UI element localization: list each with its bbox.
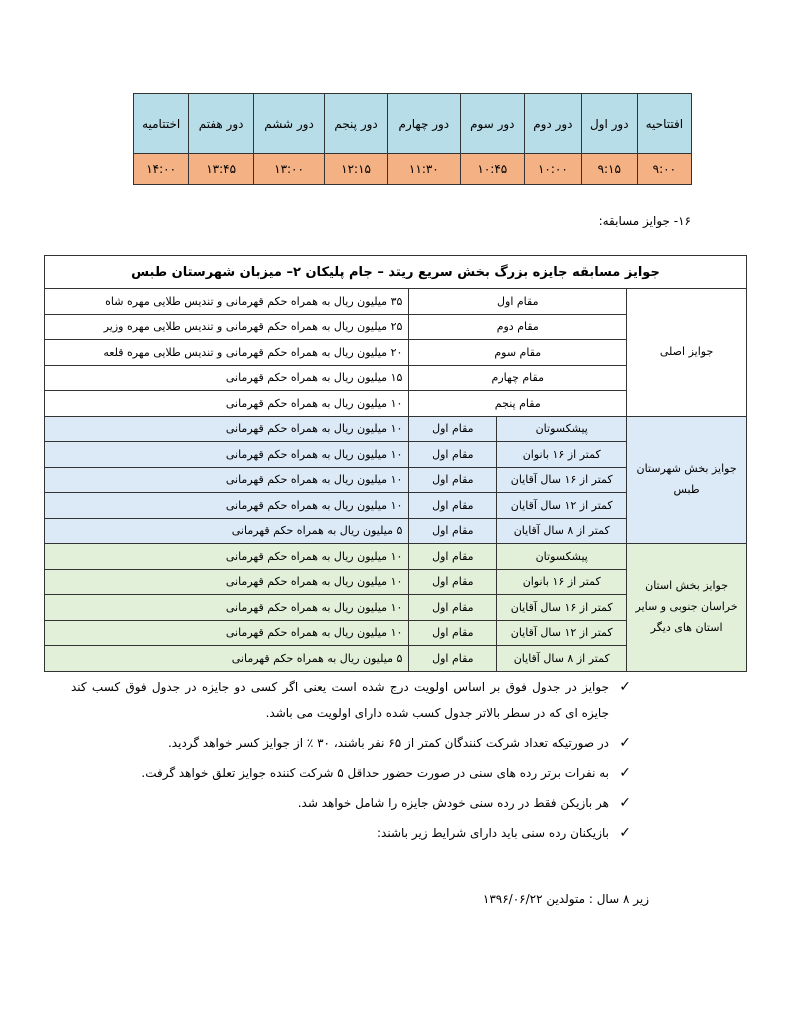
prizes-title: جوایز مسابقه جایزه بزرگ بخش سریع ریتد – جام پلیکان ۲– میزبان شهرستان طبس (45, 256, 747, 289)
schedule-time: ۱۲:۱۵ (325, 154, 388, 185)
province-prizes-label: جوایز بخش استان خراسان جنوبی و سایر استان های دیگر (627, 544, 747, 672)
prize-place: مقام سوم (409, 340, 627, 366)
schedule-header: اختتامیه (134, 94, 189, 154)
prize-category: کمتر از ۱۶ سال آقایان (497, 467, 627, 493)
prize-category: کمتر از ۱۶ سال آقایان (497, 595, 627, 621)
prize-place: مقام اول (409, 493, 497, 519)
tabas-prize-row (45, 416, 747, 442)
schedule-header: دور چهارم (387, 94, 460, 154)
province-prize-row (45, 544, 747, 570)
prize-amount: ۵ میلیون ریال به همراه حکم قهرمانی (45, 646, 409, 672)
schedule-header: دور ششم (253, 94, 324, 154)
schedule-header: دور پنجم (325, 94, 388, 154)
prize-amount: ۱۰ میلیون ریال به همراه حکم قهرمانی (45, 595, 409, 621)
checkmark-icon: ✓ (619, 679, 631, 695)
prize-amount: ۲۰ میلیون ریال به همراه حکم قهرمانی و تندیس طلایی مهره قلعه (45, 340, 409, 366)
schedule-table (133, 93, 692, 185)
main-prize-row (45, 289, 747, 315)
note-text: در صورتیکه تعداد شرکت کنندگان کمتر از ۶۵ نفر باشند، ۳۰ ٪ از جوایز کسر خواهد گردید. (167, 736, 609, 750)
prize-place: مقام اول (409, 544, 497, 570)
checkmark-icon: ✓ (619, 795, 631, 811)
schedule-time: ۹:۰۰ (637, 154, 691, 185)
note-text: بازیکنان رده سنی باید دارای شرایط زیر باشند: (377, 826, 609, 840)
checkmark-icon: ✓ (619, 765, 631, 781)
prize-amount: ۱۰ میلیون ریال به همراه حکم قهرمانی (45, 620, 409, 646)
prize-amount: ۱۰ میلیون ریال به همراه حکم قهرمانی (45, 467, 409, 493)
schedule-header: دور سوم (460, 94, 524, 154)
prize-place: مقام اول (409, 569, 497, 595)
note-text: به نفرات برتر رده های سنی در صورت حضور حداقل ۵ شرکت کننده جوایز تعلق خواهد گرفت. (141, 766, 609, 780)
schedule-times-row (134, 154, 692, 185)
schedule-header: دور هفتم (189, 94, 254, 154)
prize-place: مقام اول (409, 646, 497, 672)
prize-place: مقام اول (409, 518, 497, 544)
prize-place: مقام اول (409, 442, 497, 468)
prize-place: مقام اول (409, 289, 627, 315)
schedule-time: ۱۱:۳۰ (387, 154, 460, 185)
prize-place: مقام اول (409, 467, 497, 493)
schedule-header: افتتاحیه (637, 94, 691, 154)
schedule-header: دور اول (581, 94, 637, 154)
prize-place: مقام پنجم (409, 391, 627, 417)
prize-amount: ۱۰ میلیون ریال به همراه حکم قهرمانی (45, 569, 409, 595)
prize-category: کمتر از ۸ سال آقایان (497, 518, 627, 544)
prize-category: کمتر از ۱۶ بانوان (497, 442, 627, 468)
note-item (71, 760, 631, 786)
prize-place: مقام اول (409, 416, 497, 442)
schedule-time: ۱۳:۴۵ (189, 154, 254, 185)
prize-category: پیشکسوتان (497, 416, 627, 442)
schedule-header: دور دوم (524, 94, 581, 154)
note-text: هر بازیکن فقط در رده سنی خودش جایزه را شامل خواهد شد. (297, 796, 609, 810)
main-prizes-label: جوایز اصلی (627, 289, 747, 417)
prize-category: کمتر از ۱۶ بانوان (497, 569, 627, 595)
prize-amount: ۳۵ میلیون ریال به همراه حکم قهرمانی و تندیس طلایی مهره شاه (45, 289, 409, 315)
prizes-table (44, 255, 747, 672)
note-item (71, 820, 631, 846)
prize-amount: ۲۵ میلیون ریال به همراه حکم قهرمانی و تندیس طلایی مهره وزیر (45, 314, 409, 340)
prize-amount: ۱۵ میلیون ریال به همراه حکم قهرمانی (45, 365, 409, 391)
prize-amount: ۱۰ میلیون ریال به همراه حکم قهرمانی (45, 416, 409, 442)
checkmark-icon: ✓ (619, 825, 631, 841)
prize-amount: ۱۰ میلیون ریال به همراه حکم قهرمانی (45, 493, 409, 519)
schedule-time: ۱۰:۴۵ (460, 154, 524, 185)
prize-category: پیشکسوتان (497, 544, 627, 570)
note-text: جوایز در جدول فوق بر اساس اولویت درج شده است یعنی اگر کسی دو جایزه در جدول فوق کسب کند جایزه ای که در سطر بالاتر جدول کسب شده دارای اولویت می باشد. (71, 680, 609, 720)
note-item (71, 730, 631, 756)
prize-place: مقام چهارم (409, 365, 627, 391)
prize-category: کمتر از ۱۲ سال آقایان (497, 620, 627, 646)
prize-amount: ۵ میلیون ریال به همراه حکم قهرمانی (45, 518, 409, 544)
prize-place: مقام اول (409, 620, 497, 646)
note-item (71, 674, 631, 726)
tabas-prizes-label: جوایز بخش شهرستان طبس (627, 416, 747, 544)
prize-category: کمتر از ۸ سال آقایان (497, 646, 627, 672)
schedule-time: ۱۰:۰۰ (524, 154, 581, 185)
schedule-header-row (134, 94, 692, 154)
prize-amount: ۱۰ میلیون ریال به همراه حکم قهرمانی (45, 442, 409, 468)
schedule-time: ۱۴:۰۰ (134, 154, 189, 185)
schedule-time: ۹:۱۵ (581, 154, 637, 185)
notes-list (71, 674, 631, 850)
prize-category: کمتر از ۱۲ سال آقایان (497, 493, 627, 519)
prize-place: مقام دوم (409, 314, 627, 340)
checkmark-icon: ✓ (619, 735, 631, 751)
note-item (71, 790, 631, 816)
prize-amount: ۱۰ میلیون ریال به همراه حکم قهرمانی (45, 391, 409, 417)
schedule-time: ۱۳:۰۰ (253, 154, 324, 185)
prize-place: مقام اول (409, 595, 497, 621)
section-heading: ۱۶- جوایز مسابقه: (598, 214, 691, 228)
age-rule-footer: زیر ۸ سال : متولدین ۱۳۹۶/۰۶/۲۲ (482, 892, 649, 906)
prize-amount: ۱۰ میلیون ریال به همراه حکم قهرمانی (45, 544, 409, 570)
